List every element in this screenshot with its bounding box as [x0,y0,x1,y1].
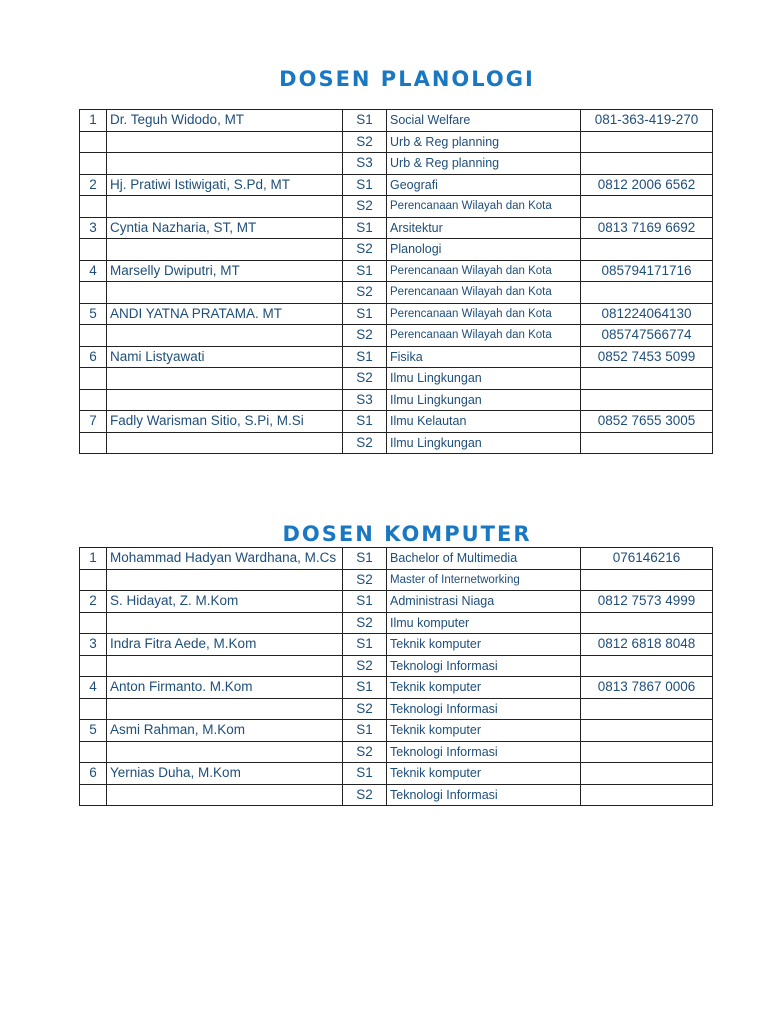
degree-level: S1 [343,174,387,196]
phone-number: 0812 2006 6562 [581,174,713,196]
phone-number [581,196,713,218]
degree-level: S1 [343,411,387,433]
row-number: 1 [80,110,107,132]
phone-number: 0852 7655 3005 [581,411,713,433]
row-number [80,131,107,153]
table-row [80,110,713,132]
lecturer-name: Nami Listyawati [107,346,343,368]
table-row [80,677,713,699]
degree-level: S2 [343,196,387,218]
phone-number: 085747566774 [581,325,713,347]
phone-number [581,131,713,153]
lecturer-name [107,655,343,677]
phone-number [581,612,713,634]
phone-number [581,655,713,677]
lecturer-name: Cyntia Nazharia, ST, MT [107,217,343,239]
degree-level: S2 [343,239,387,261]
row-number: 1 [80,548,107,570]
row-number: 4 [80,677,107,699]
degree-level: S1 [343,303,387,325]
table-row [80,303,713,325]
row-number: 2 [80,591,107,613]
lecturer-name: Indra Fitra Aede, M.Kom [107,634,343,656]
row-number [80,612,107,634]
row-number: 7 [80,411,107,433]
phone-number: 0812 7573 4999 [581,591,713,613]
lecturer-name [107,196,343,218]
study-field: Urb & Reg planning [387,153,581,175]
lecturer-name: Hj. Pratiwi Istiwigati, S.Pd, MT [107,174,343,196]
degree-level: S2 [343,741,387,763]
table-row [80,432,713,454]
study-field: Perencanaan Wilayah dan Kota [387,303,581,325]
row-number [80,389,107,411]
phone-number: 0812 6818 8048 [581,634,713,656]
table-row [80,548,713,570]
study-field: Ilmu Lingkungan [387,389,581,411]
table-row [80,763,713,785]
phone-number: 0852 7453 5099 [581,346,713,368]
lecturer-name [107,741,343,763]
study-field: Teknologi Informasi [387,698,581,720]
degree-level: S2 [343,655,387,677]
table-row [80,196,713,218]
degree-level: S2 [343,432,387,454]
planologi-title: DOSEN PLANOLOGI [279,67,535,91]
study-field: Administrasi Niaga [387,591,581,613]
phone-number [581,698,713,720]
row-number [80,432,107,454]
lecturer-name [107,569,343,591]
table-row [80,131,713,153]
phone-number: 0813 7867 0006 [581,677,713,699]
study-field: Master of Internetworking [387,569,581,591]
degree-level: S2 [343,131,387,153]
planologi-table [79,109,713,454]
komputer-table [79,547,713,806]
study-field: Teknik komputer [387,763,581,785]
degree-level: S1 [343,217,387,239]
phone-number [581,432,713,454]
degree-level: S2 [343,325,387,347]
study-field: Arsitektur [387,217,581,239]
row-number: 5 [80,720,107,742]
phone-number: 081-363-419-270 [581,110,713,132]
lecturer-name [107,131,343,153]
row-number [80,368,107,390]
degree-level: S1 [343,634,387,656]
row-number: 4 [80,260,107,282]
lecturer-name [107,239,343,261]
lecturer-name [107,612,343,634]
row-number [80,698,107,720]
degree-level: S1 [343,346,387,368]
table-row [80,720,713,742]
study-field: Teknik komputer [387,720,581,742]
degree-level: S3 [343,389,387,411]
phone-number: 085794171716 [581,260,713,282]
phone-number [581,784,713,806]
phone-number [581,763,713,785]
table-row [80,784,713,806]
lecturer-name [107,432,343,454]
row-number [80,282,107,304]
study-field: Ilmu komputer [387,612,581,634]
study-field: Perencanaan Wilayah dan Kota [387,196,581,218]
lecturer-name [107,784,343,806]
row-number [80,784,107,806]
study-field: Urb & Reg planning [387,131,581,153]
row-number [80,655,107,677]
table-row [80,239,713,261]
study-field: Perencanaan Wilayah dan Kota [387,260,581,282]
table-row [80,569,713,591]
phone-number: 081224064130 [581,303,713,325]
row-number: 6 [80,346,107,368]
study-field: Perencanaan Wilayah dan Kota [387,282,581,304]
study-field: Ilmu Lingkungan [387,432,581,454]
phone-number: 0813 7169 6692 [581,217,713,239]
degree-level: S2 [343,368,387,390]
phone-number [581,389,713,411]
table-row [80,260,713,282]
phone-number [581,741,713,763]
table-row [80,346,713,368]
degree-level: S1 [343,720,387,742]
degree-level: S1 [343,591,387,613]
degree-level: S2 [343,784,387,806]
degree-level: S2 [343,569,387,591]
study-field: Bachelor of Multimedia [387,548,581,570]
study-field: Teknologi Informasi [387,784,581,806]
lecturer-name [107,698,343,720]
phone-number: 076146216 [581,548,713,570]
degree-level: S1 [343,548,387,570]
study-field: Ilmu Kelautan [387,411,581,433]
komputer-title: DOSEN KOMPUTER [282,522,532,546]
table-row [80,153,713,175]
study-field: Teknologi Informasi [387,655,581,677]
table-row [80,698,713,720]
study-field: Teknik komputer [387,677,581,699]
lecturer-name [107,325,343,347]
row-number [80,153,107,175]
lecturer-name: Anton Firmanto. M.Kom [107,677,343,699]
phone-number [581,720,713,742]
study-field: Planologi [387,239,581,261]
table-row [80,741,713,763]
degree-level: S1 [343,677,387,699]
study-field: Perencanaan Wilayah dan Kota [387,325,581,347]
phone-number [581,569,713,591]
degree-level: S2 [343,282,387,304]
lecturer-name [107,153,343,175]
lecturer-name [107,389,343,411]
row-number: 3 [80,634,107,656]
degree-level: S3 [343,153,387,175]
study-field: Geografi [387,174,581,196]
degree-level: S2 [343,612,387,634]
table-row [80,325,713,347]
lecturer-name: Yernias Duha, M.Kom [107,763,343,785]
row-number [80,196,107,218]
degree-level: S1 [343,110,387,132]
table-row [80,217,713,239]
row-number [80,239,107,261]
row-number [80,569,107,591]
table-row [80,634,713,656]
lecturer-name: Dr. Teguh Widodo, MT [107,110,343,132]
row-number: 5 [80,303,107,325]
table-row [80,368,713,390]
phone-number [581,153,713,175]
lecturer-name: Fadly Warisman Sitio, S.Pi, M.Si [107,411,343,433]
degree-level: S1 [343,763,387,785]
degree-level: S1 [343,260,387,282]
table-row [80,655,713,677]
row-number: 3 [80,217,107,239]
table-row [80,612,713,634]
row-number [80,741,107,763]
phone-number [581,239,713,261]
lecturer-name: Mohammad Hadyan Wardhana, M.Cs [107,548,343,570]
row-number [80,325,107,347]
study-field: Social Welfare [387,110,581,132]
study-field: Ilmu Lingkungan [387,368,581,390]
table-row [80,174,713,196]
phone-number [581,282,713,304]
table-row [80,591,713,613]
table-row [80,411,713,433]
table-row [80,389,713,411]
lecturer-name: Asmi Rahman, M.Kom [107,720,343,742]
study-field: Fisika [387,346,581,368]
lecturer-name: Marselly Dwiputri, MT [107,260,343,282]
phone-number [581,368,713,390]
row-number: 6 [80,763,107,785]
study-field: Teknologi Informasi [387,741,581,763]
lecturer-name: S. Hidayat, Z. M.Kom [107,591,343,613]
table-row [80,282,713,304]
row-number: 2 [80,174,107,196]
lecturer-name: ANDI YATNA PRATAMA. MT [107,303,343,325]
lecturer-name [107,368,343,390]
lecturer-name [107,282,343,304]
study-field: Teknik komputer [387,634,581,656]
degree-level: S2 [343,698,387,720]
